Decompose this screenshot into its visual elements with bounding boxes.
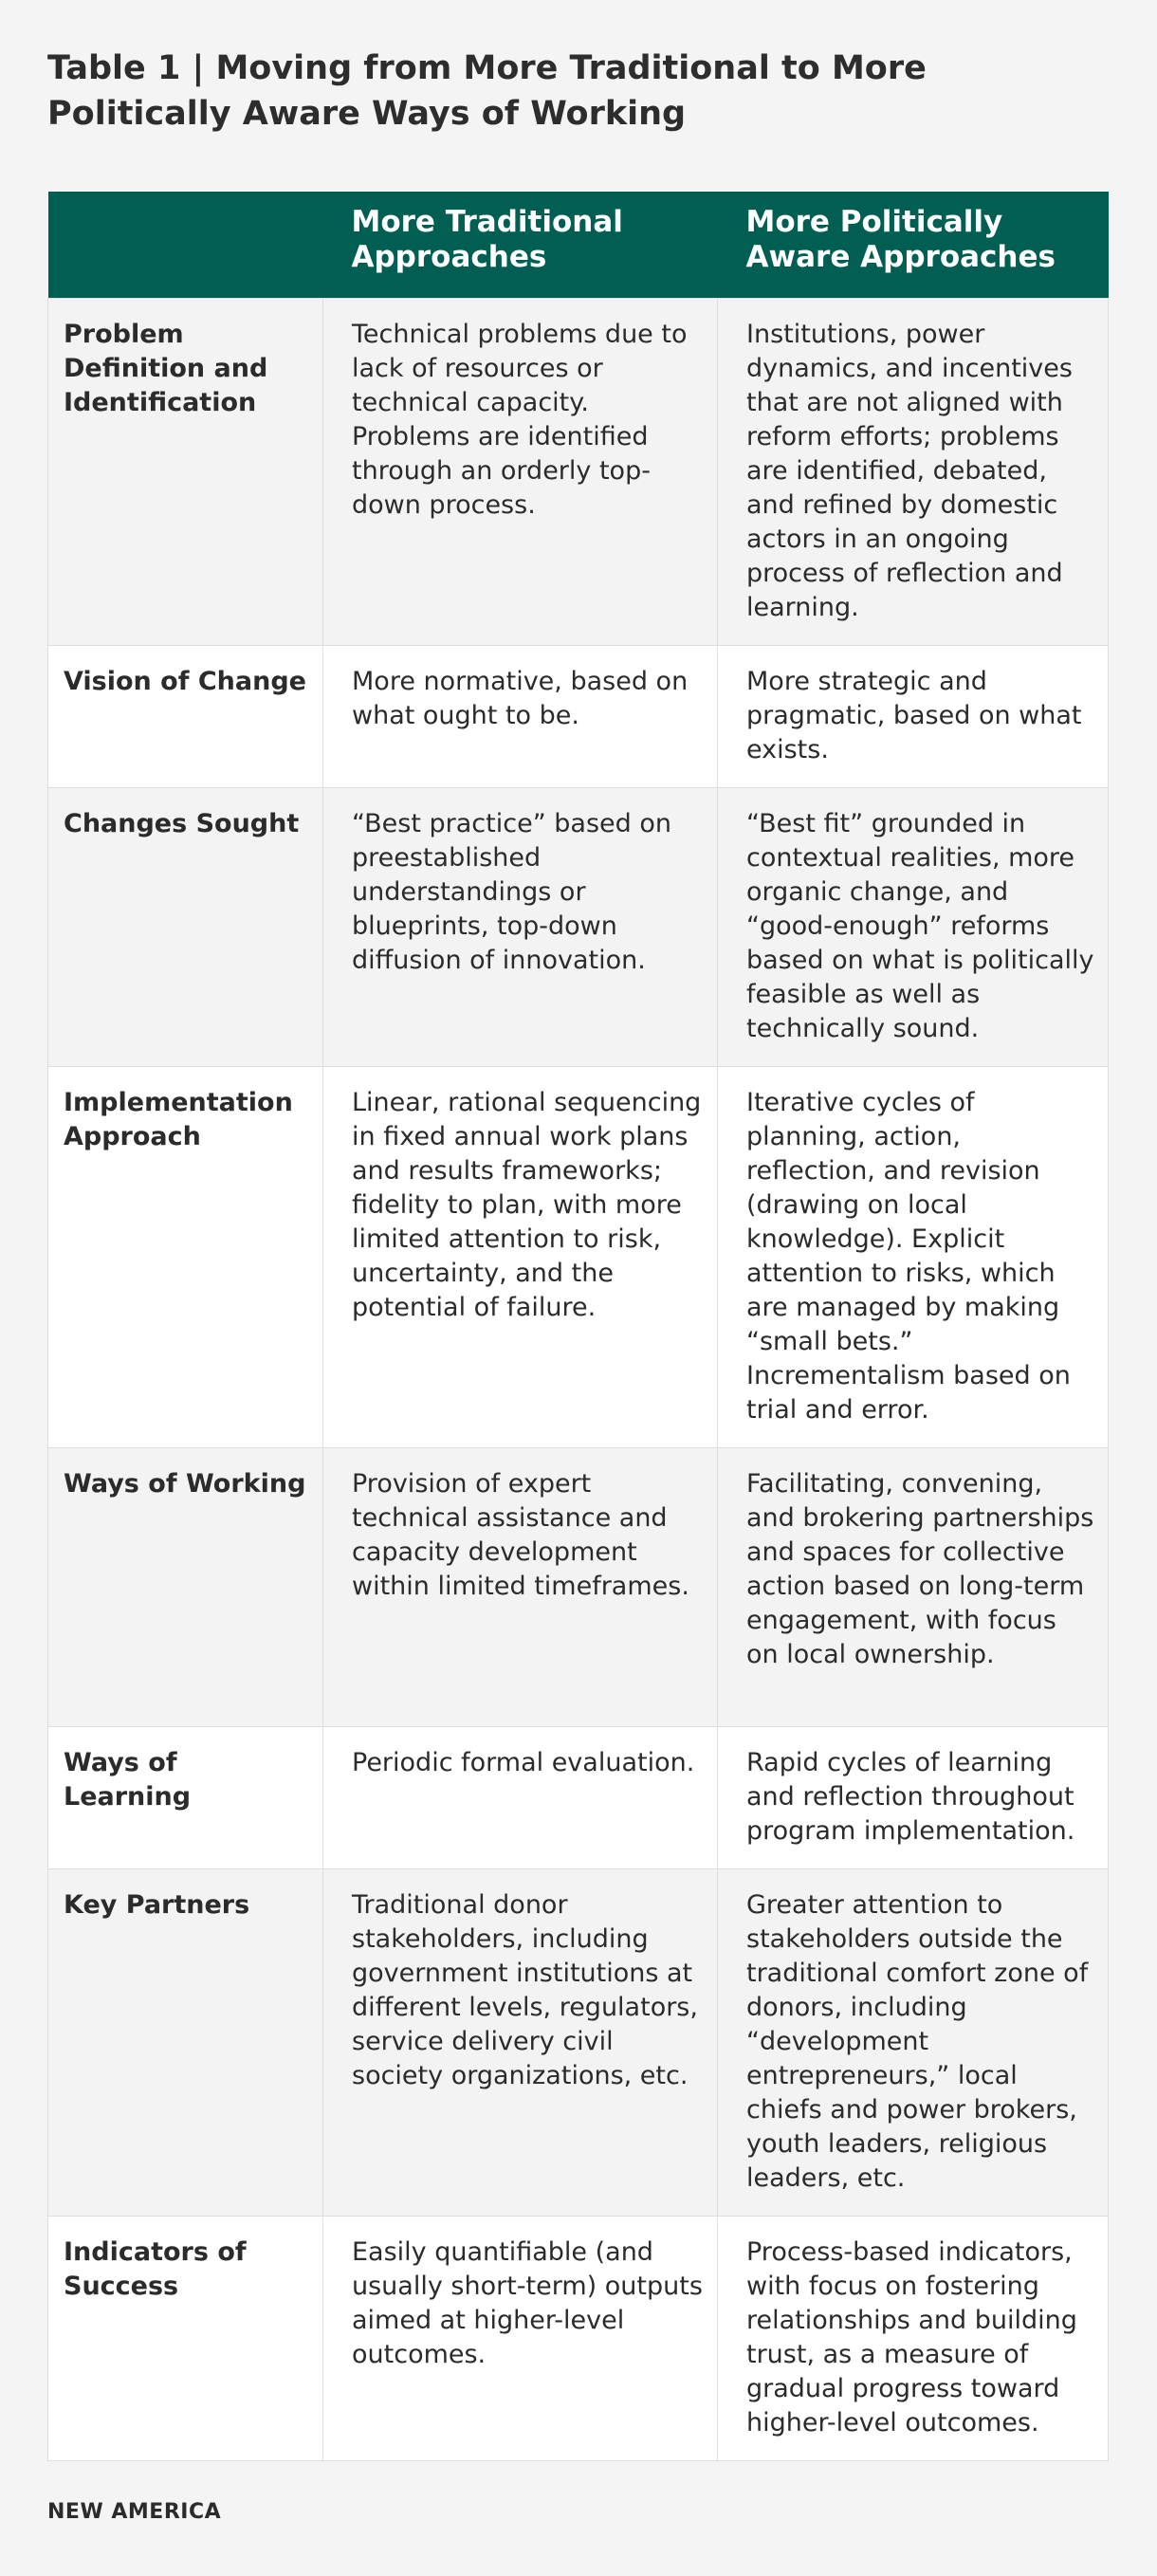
aware-cell: “Best fit” grounded in contextual realities, more organic change, and “good-enough” reforms based on what is politically feasible as well as technically sound. [718,787,1109,1066]
table-row [48,1726,1109,1868]
traditional-cell: Provision of expert technical assistance and capacity development within limited timeframes. [323,1447,718,1726]
table-row [48,2216,1109,2460]
aware-cell: Rapid cycles of learning and reflection throughout program implementation. [718,1726,1109,1868]
traditional-cell: Technical problems due to lack of resources or technical capacity. Problems are identified through an orderly top-down process. [323,298,718,645]
aware-cell: Process-based indicators, with focus on fostering relationships and building trust, as a measure of gradual progress toward higher-level outcomes. [718,2216,1109,2460]
row-label: Ways of Working [48,1447,323,1726]
table-row [48,1868,1109,2216]
traditional-cell: Easily quantifiable (and usually short-term) outputs aimed at higher-level outcomes. [323,2216,718,2460]
table-row [48,645,1109,787]
aware-cell: More strategic and pragmatic, based on what exists. [718,645,1109,787]
row-label: Vision of Change [48,645,323,787]
publisher-logo: NEW AMERICA [47,2500,222,2524]
aware-cell: Greater attention to stakeholders outside the traditional comfort zone of donors, including “development entrepreneurs,” local chiefs and power brokers, youth leaders, religious leaders, etc. [718,1868,1109,2216]
table-title: Table 1 | Moving from More Traditional to More Politically Aware Ways of Working [47,49,927,133]
row-label: Ways of Learning [48,1726,323,1868]
aware-cell: Institutions, power dynamics, and incentives that are not aligned with reform efforts; problems are identified, debated, and refined by domestic actors in an ongoing process of reflection and learning. [718,298,1109,645]
aware-cell: Facilitating, convening, and brokering partnerships and spaces for collective action based on long-term engagement, with focus on local ownership. [718,1447,1109,1726]
traditional-cell: Periodic formal evaluation. [323,1726,718,1868]
table-row [48,1066,1109,1447]
header-category [48,192,323,298]
traditional-cell: More normative, based on what ought to be. [323,645,718,787]
page [47,0,1110,2438]
traditional-cell: Linear, rational sequencing in fixed annual work plans and results frameworks; fidelity to plan, with more limited attention to risk, uncertainty, and the potential of failure. [323,1066,718,1447]
traditional-cell: “Best practice” based on preestablished understandings or blueprints, top-down diffusion of innovation. [323,787,718,1066]
row-label: Key Partners [48,1868,323,2216]
traditional-cell: Traditional donor stakeholders, including government institutions at different levels, regulators, service delivery civil society organizations, etc. [323,1868,718,2216]
header-politically-aware: More Politically Aware Approaches [718,192,1109,298]
aware-cell: Iterative cycles of planning, action, reflection, and revision (drawing on local knowledge). Explicit attention to risks, which are managed by making “small bets.” Incrementalism based on trial and error. [718,1066,1109,1447]
row-label: Indicators of Success [48,2216,323,2460]
table-header-row [48,192,1109,298]
table-row [48,1447,1109,1726]
row-label: Problem Definition and Identification [48,298,323,645]
comparison-table-wrapper [47,192,1108,2461]
row-label: Implementation Approach [48,1066,323,1447]
table-row [48,787,1109,1066]
comparison-table [47,192,1109,2461]
row-label: Changes Sought [48,787,323,1066]
header-traditional: More Traditional Approaches [323,192,718,298]
table-row [48,298,1109,645]
